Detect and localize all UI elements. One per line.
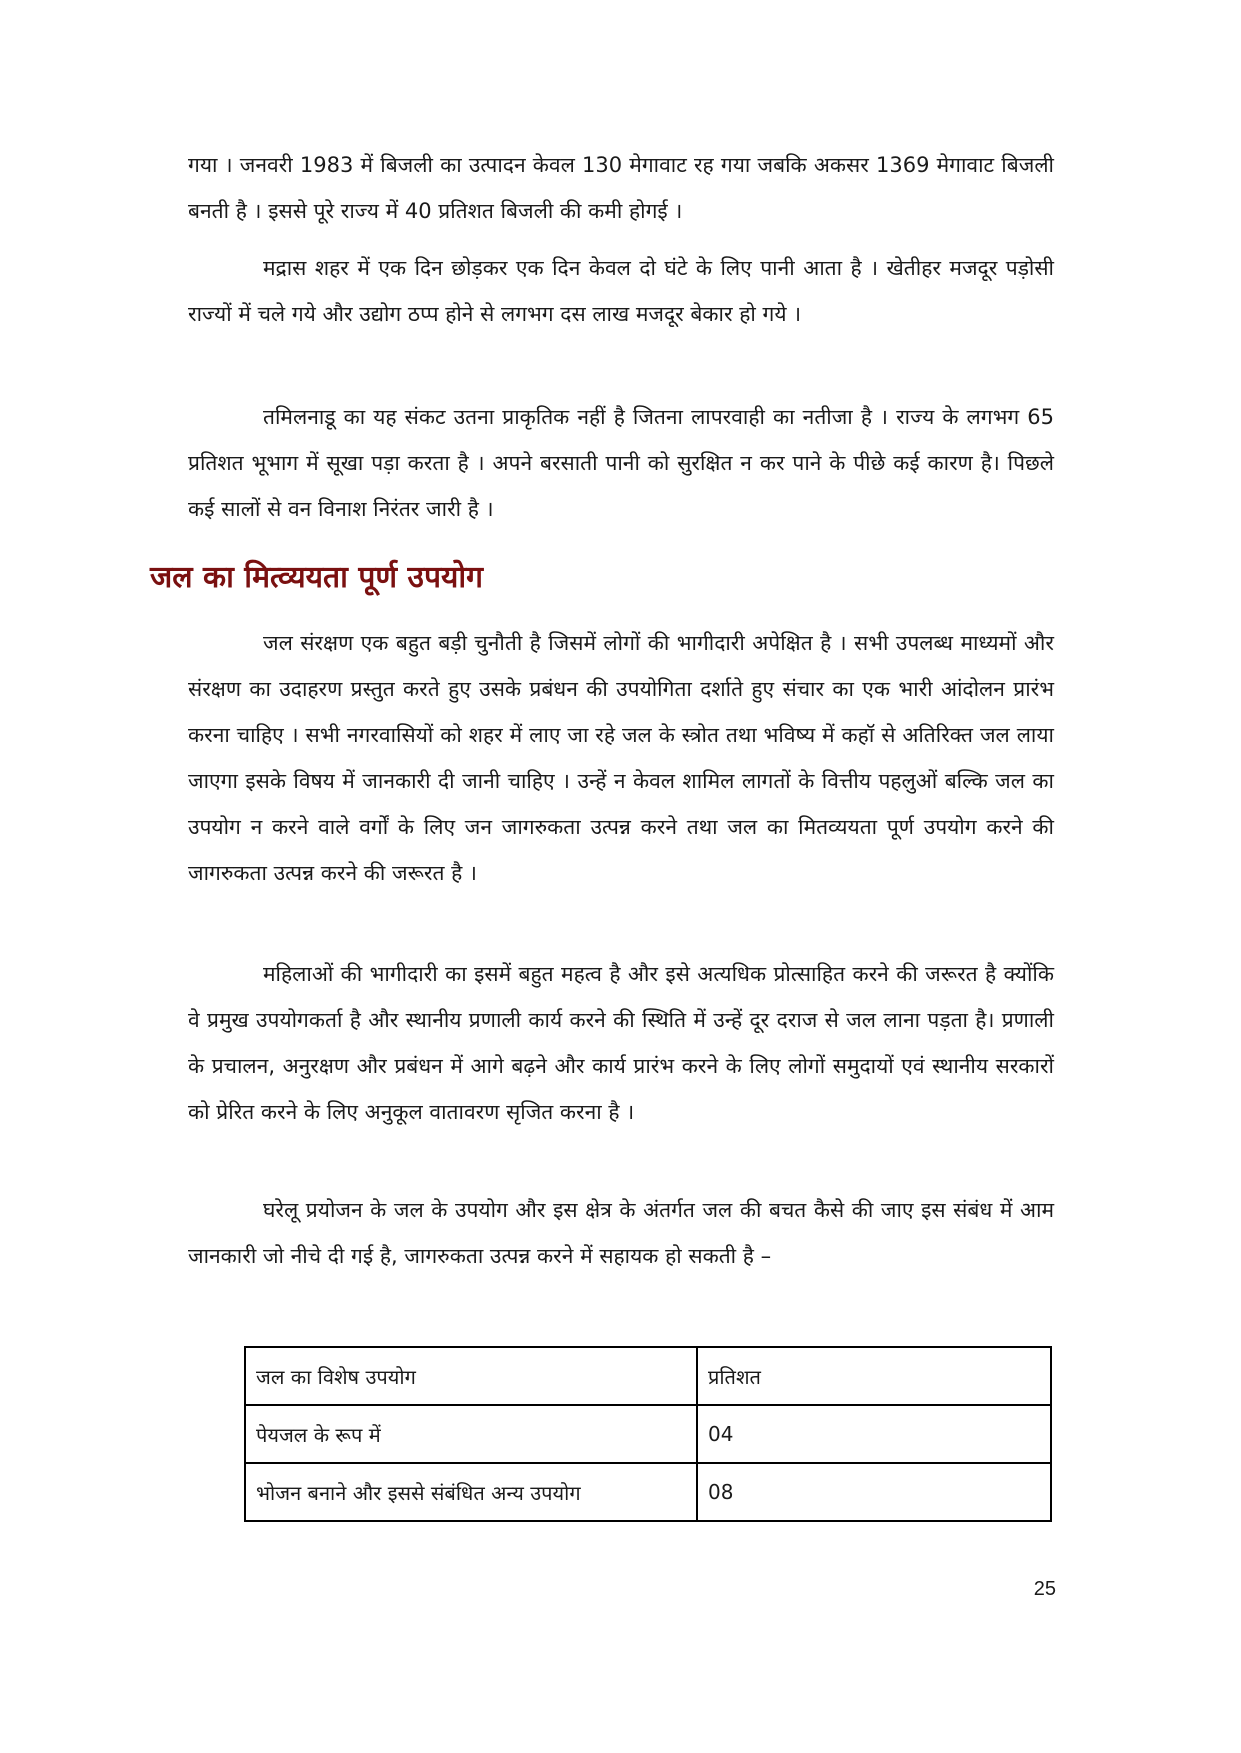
table-header-cell: जल का विशेष उपयोग <box>245 1347 697 1405</box>
paragraph-madras-water: मद्रास शहर में एक दिन छोड़कर एक दिन केवल दो घंटे के लिए पानी आता है । खेतीहर मजदूर पड़ोसी राज्यों में चले गये और उद्योग ठप्प होने से लगभग दस लाख मजदूर बेकार हो गये । <box>188 256 1054 326</box>
water-usage-table <box>244 1346 1052 1522</box>
table-row <box>245 1463 1051 1521</box>
section-heading: जल का मित्व्ययता पूर्ण उपयोग <box>150 560 484 595</box>
table-cell: भोजन बनाने और इससे संबंधित अन्य उपयोग <box>245 1463 697 1521</box>
table-header-cell: प्रतिशत <box>697 1347 1051 1405</box>
table-row <box>245 1405 1051 1463</box>
table-header-row <box>245 1347 1051 1405</box>
paragraph-tamilnadu-crisis: तमिलनाडू का यह संकट उतना प्राकृतिक नहीं है जितना लापरवाही का नतीजा है । राज्य के लगभग 65 प्रतिशत भूभाग में सूखा पड़ा करता है । अपने बरसाती पानी को सुरक्षित न कर पाने के पीछे कई कारण है। पिछले कई सालों से वन विनाश निरंतर जारी है । <box>188 405 1054 521</box>
table-cell: 08 <box>697 1463 1051 1521</box>
table-cell: 04 <box>697 1405 1051 1463</box>
paragraph-domestic-use: घरेलू प्रयोजन के जल के उपयोग और इस क्षेत्र के अंतर्गत जल की बचत कैसे की जाए इस संबंध में आम जानकारी जो नीचे दी गई है, जागरुकता उत्पन्न करने में सहायक हो सकती है – <box>188 1198 1054 1268</box>
paragraph-women-participation: महिलाओं की भागीदारी का इसमें बहुत महत्व है और इसे अत्यधिक प्रोत्साहित करने की जरूरत है क्योंकि वे प्रमुख उपयोगकर्ता है और स्थानीय प्रणाली कार्य करने की स्थिति में उन्हें दूर दराज से जल लाना पड़ता है। प्रणाली के प्रचालन, अनुरक्षण और प्रबंधन में आगे बढ़ने और कार्य प्रारंभ करने के लिए लोगों समुदायों एवं स्थानीय सरकारों को प्रेरित करने के लिए अनुकूल वातावरण सृजित करना है । <box>188 962 1054 1124</box>
table-cell: पेयजल के रूप में <box>245 1405 697 1463</box>
paragraph-power-shortage: गया । जनवरी 1983 में बिजली का उत्पादन केवल 130 मेगावाट रह गया जबकि अकसर 1369 मेगावाट बिजली बनती है । इससे पूरे राज्य में 40 प्रतिशत बिजली की कमी होगई । <box>188 153 1054 223</box>
paragraph-water-conservation: जल संरक्षण एक बहुत बड़ी चुनौती है जिसमें लोगों की भागीदारी अपेक्षित है । सभी उपलब्ध माध्यमों और संरक्षण का उदाहरण प्रस्तुत करते हुए उसके प्रबंधन की उपयोगिता दर्शाते हुए संचार का एक भारी आंदोलन प्रारंभ करना चाहिए । सभी नगरवासियों को शहर में लाए जा रहे जल के स्त्रोत तथा भविष्य में कहॉ से अतिरिक्त जल लाया जाएगा इसके विषय में जानकारी दी जानी चाहिए । उन्हें न केवल शामिल लागतों के वित्तीय पहलुओं बल्कि जल का उपयोग न करने वाले वर्गों के लिए जन जागरुकता उत्पन्न करने तथा जल का मितव्ययता पूर्ण उपयोग करने की जागरुकता उत्पन्न करने की जरूरत है । <box>188 631 1054 885</box>
page-number: 25 <box>1033 1578 1056 1600</box>
